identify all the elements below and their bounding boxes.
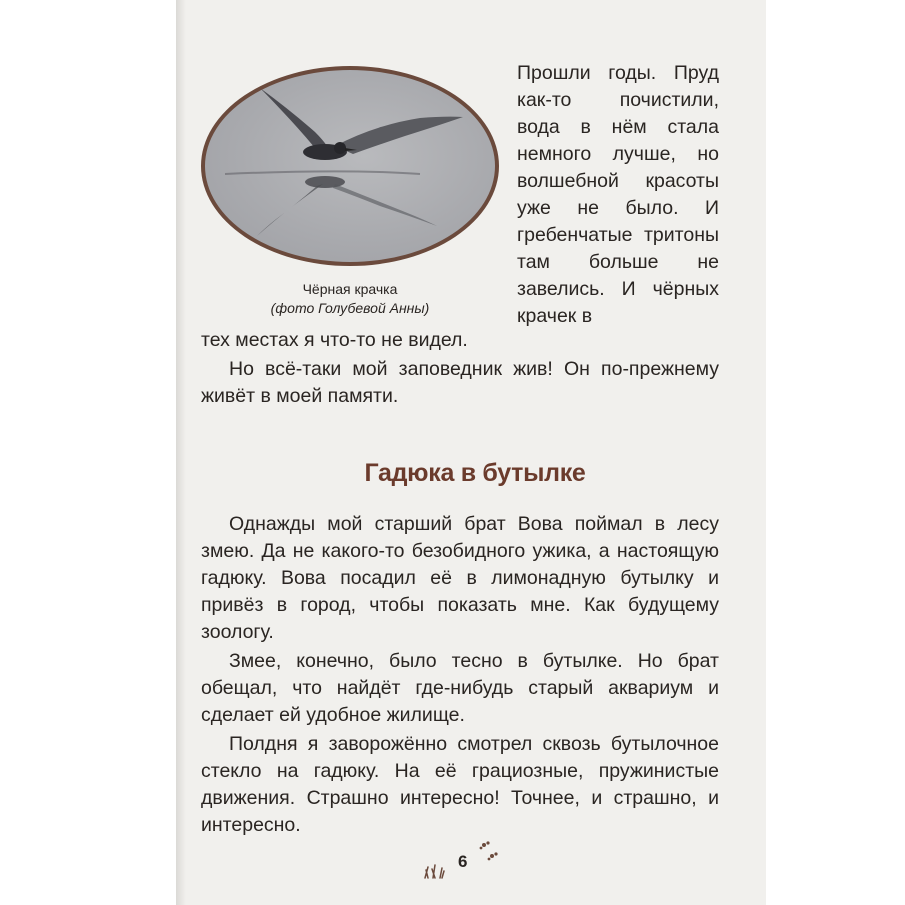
- page-edge-shadow: [176, 0, 186, 905]
- bird-left-wing: [260, 88, 327, 148]
- intro-body: [201, 327, 719, 410]
- reflection-right-wing: [333, 184, 437, 226]
- grass-icon: [422, 861, 452, 879]
- caption-title: Чёрная крачка: [302, 281, 398, 297]
- intro-paragraph-2: Но всё-таки мой заповедник жив! Он по-прежнему живёт в моей памяти.: [201, 358, 719, 407]
- intro-paragraph-1: Прошли годы. Пруд как-то почистили, вода в нём стала немного лучше, но волшебной красоты уже не было. И гребенчатые тритоны там больше не завелись. И чёрных крачек в: [517, 62, 719, 327]
- intro-float-column: [517, 60, 719, 330]
- water-ripple: [225, 171, 420, 174]
- chapter-title: Гадюка в бутылке: [364, 459, 586, 487]
- paw-prints-icon: [478, 840, 500, 866]
- chapter-paragraph: Полдня я заворожённо смотрел сквозь бутылочное стекло на гадюку. На её грациозные, пружинистые движения. Страшно интересно! Точнее, и страшно, и интересно.: [201, 733, 719, 836]
- tern-photo: [201, 66, 499, 266]
- page-number: 6: [458, 852, 468, 871]
- chapter-body: [201, 511, 719, 841]
- caption-credit: (фото Голубевой Анны): [270, 300, 430, 316]
- reflection-left-wing: [257, 184, 323, 236]
- intro-paragraph-1-continuation: тех местах я что-то не видел.: [201, 329, 468, 351]
- chapter-paragraph: Однажды мой старший брат Вова поймал в лесу змею. Да не какого-то безобидного ужика, а настоящую гадюку. Вова посадил её в лимонадную бутылку и привёз в город, чтобы показать мне. Как будущему зоологу.: [201, 513, 719, 643]
- bird-illustration: [205, 70, 495, 262]
- chapter-paragraph: Змее, конечно, было тесно в бутылке. Но брат обещал, что найдёт где-нибудь старый аквариум и сделает ей удобное жилище.: [201, 650, 719, 726]
- book-page: [176, 0, 766, 905]
- bird-right-wing: [335, 117, 463, 154]
- photo-caption: [201, 280, 499, 318]
- bird-head: [334, 142, 346, 154]
